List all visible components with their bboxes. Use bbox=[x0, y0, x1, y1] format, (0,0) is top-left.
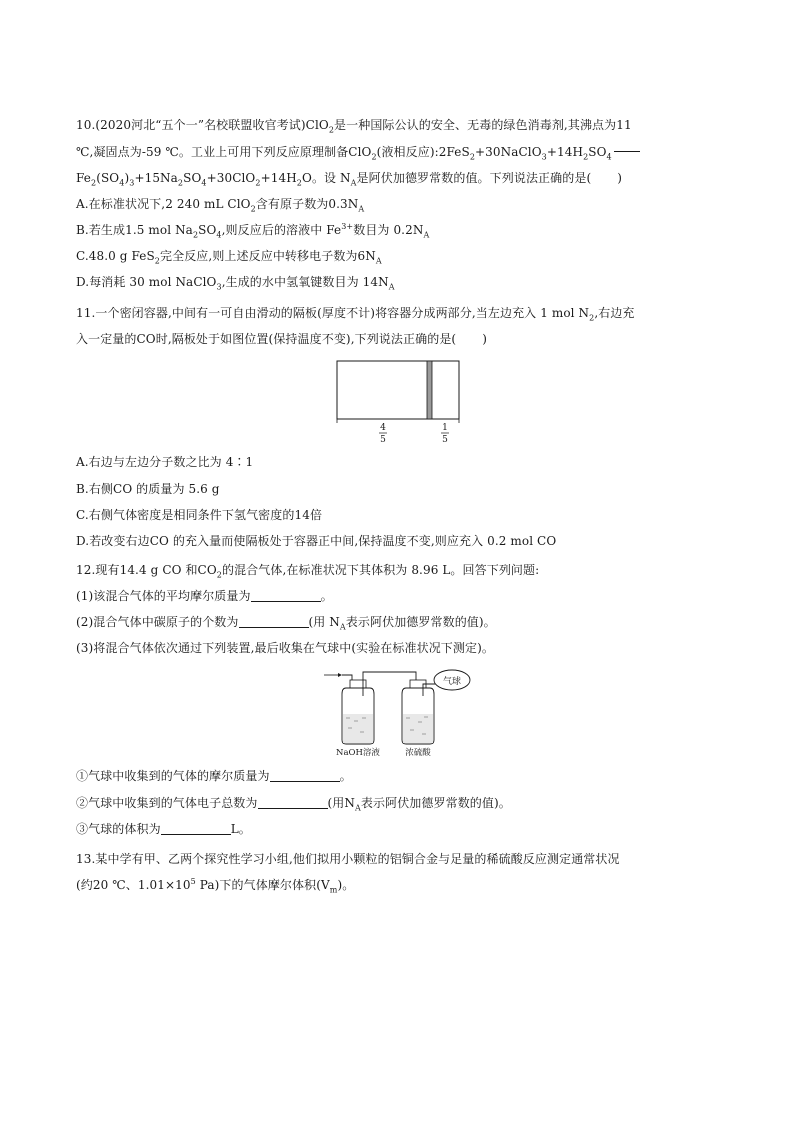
q11-option-a: A.右边与左边分子数之比为 4∶1 bbox=[76, 455, 254, 469]
apparatus-diagram bbox=[324, 666, 484, 758]
q10-option-c: C.48.0 g FeS$_2$完全反应,则上述反应中转移电子数为$6N_A$ bbox=[76, 249, 382, 266]
q13-line-2: (约20 ℃、$1.01\times 10^5$ Pa)下的气体摩尔体积$(V_m)$。 bbox=[76, 877, 355, 895]
q11-line-2: 入一定量的CO时,隔板处于如图位置(保持温度不变),下列说法正确的是( ) bbox=[76, 332, 487, 346]
q10-option-d: D.每消耗 30 mol NaClO$_3$,生成的水中氢氧键数目为 $14N_A$ bbox=[76, 275, 395, 292]
q11-option-d: D.若改变右边CO 的充入量而使隔板处于容器正中间,保持温度不变,则应充入 0.2 mol CO bbox=[76, 534, 557, 548]
q12-sub-1: ①气球中收集到的气体的摩尔质量为 。 bbox=[76, 769, 352, 783]
q12-part-3: (3)将混合气体依次通过下列装置,最后收集在气球中(实验在标准状况下测定)。 bbox=[76, 641, 494, 655]
container-box bbox=[337, 361, 459, 419]
balloon-label: 气球 bbox=[442, 677, 462, 687]
q13-line-1: 13.某中学有甲、乙两个探究性学习小组,他们拟用小颗粒的铝铜合金与足量的稀硫酸反应测定通常状况 bbox=[76, 852, 620, 866]
q11-option-b: B.右侧CO 的质量为 5.6 g bbox=[76, 482, 220, 496]
q12-line-1: 12.现有14.4 g CO 和$CO_2$的混合气体,在标准状况下其体积为 8.96 L。回答下列问题: bbox=[76, 563, 540, 580]
q10-option-a: A.在标准状况下,2 240 mL ClO$_2$含有原子数为$0.3N_A$ bbox=[76, 197, 365, 214]
q11-line-1: 11.一个密闭容器,中间有一可自由滑动的隔板(厚度不计)将容器分成两部分,当左边充入 1 mol $N_2$,右边充 bbox=[76, 306, 635, 323]
naoh-bottle bbox=[342, 680, 374, 744]
fraction-right-numerator: 1 bbox=[442, 423, 448, 433]
q10-line-3: $Fe_2(SO_4)_3+15Na_2SO_4+30ClO_2+14H_2O$。设 $N_A$是阿伏加德罗常数的值。下列说法正确的是( ) bbox=[76, 171, 623, 188]
container-diagram bbox=[330, 356, 490, 446]
q10-option-b: B.若生成1.5 mol $Na_2SO_4$,则反应后的溶液中 $Fe^{3+}$数目为 $0.2N_A$ bbox=[76, 222, 430, 240]
sulfuric-acid-label: 浓硫酸 bbox=[405, 748, 431, 758]
q12-part-1: (1)该混合气体的平均摩尔质量为 。 bbox=[76, 589, 333, 603]
q11-option-c: C.右侧气体密度是相同条件下氢气密度的14倍 bbox=[76, 508, 323, 522]
fraction-left-denominator: 5 bbox=[380, 435, 386, 445]
q12-sub-3: ③气球的体积为 L。 bbox=[76, 822, 251, 836]
sliding-partition bbox=[427, 361, 432, 419]
fraction-right-denominator: 5 bbox=[442, 435, 448, 445]
q10-line-2: ℃,凝固点为-59 ℃。工业上可用下列反应原理制备ClO$_2$(液相反应)$:2FeS_2+30NaClO_3+14H_2SO_4$ bbox=[76, 144, 640, 160]
answer-blank[interactable] bbox=[161, 822, 231, 835]
q12-part-2: (2)混合气体中碳原子的个数为 (用 $N_A$表示阿伏加德罗常数的值)。 bbox=[76, 615, 496, 632]
answer-blank[interactable] bbox=[239, 615, 309, 628]
answer-blank[interactable] bbox=[258, 796, 328, 809]
q10-line-1: 10.(2020河北“五个一”名校联盟收官考试)ClO$_2$是一种国际公认的安全、无毒的绿色消毒剂,其沸点为11 bbox=[76, 118, 632, 135]
sulfuric-acid-bottle bbox=[402, 680, 434, 744]
equation-bar bbox=[614, 151, 640, 152]
q12-sub-2: ②气球中收集到的气体电子总数为 (用$N_A$表示阿伏加德罗常数的值)。 bbox=[76, 796, 511, 813]
answer-blank[interactable] bbox=[251, 589, 321, 602]
naoh-label: NaOH溶液 bbox=[336, 748, 380, 758]
answer-blank[interactable] bbox=[270, 769, 340, 782]
fraction-left-numerator: 4 bbox=[380, 423, 386, 433]
